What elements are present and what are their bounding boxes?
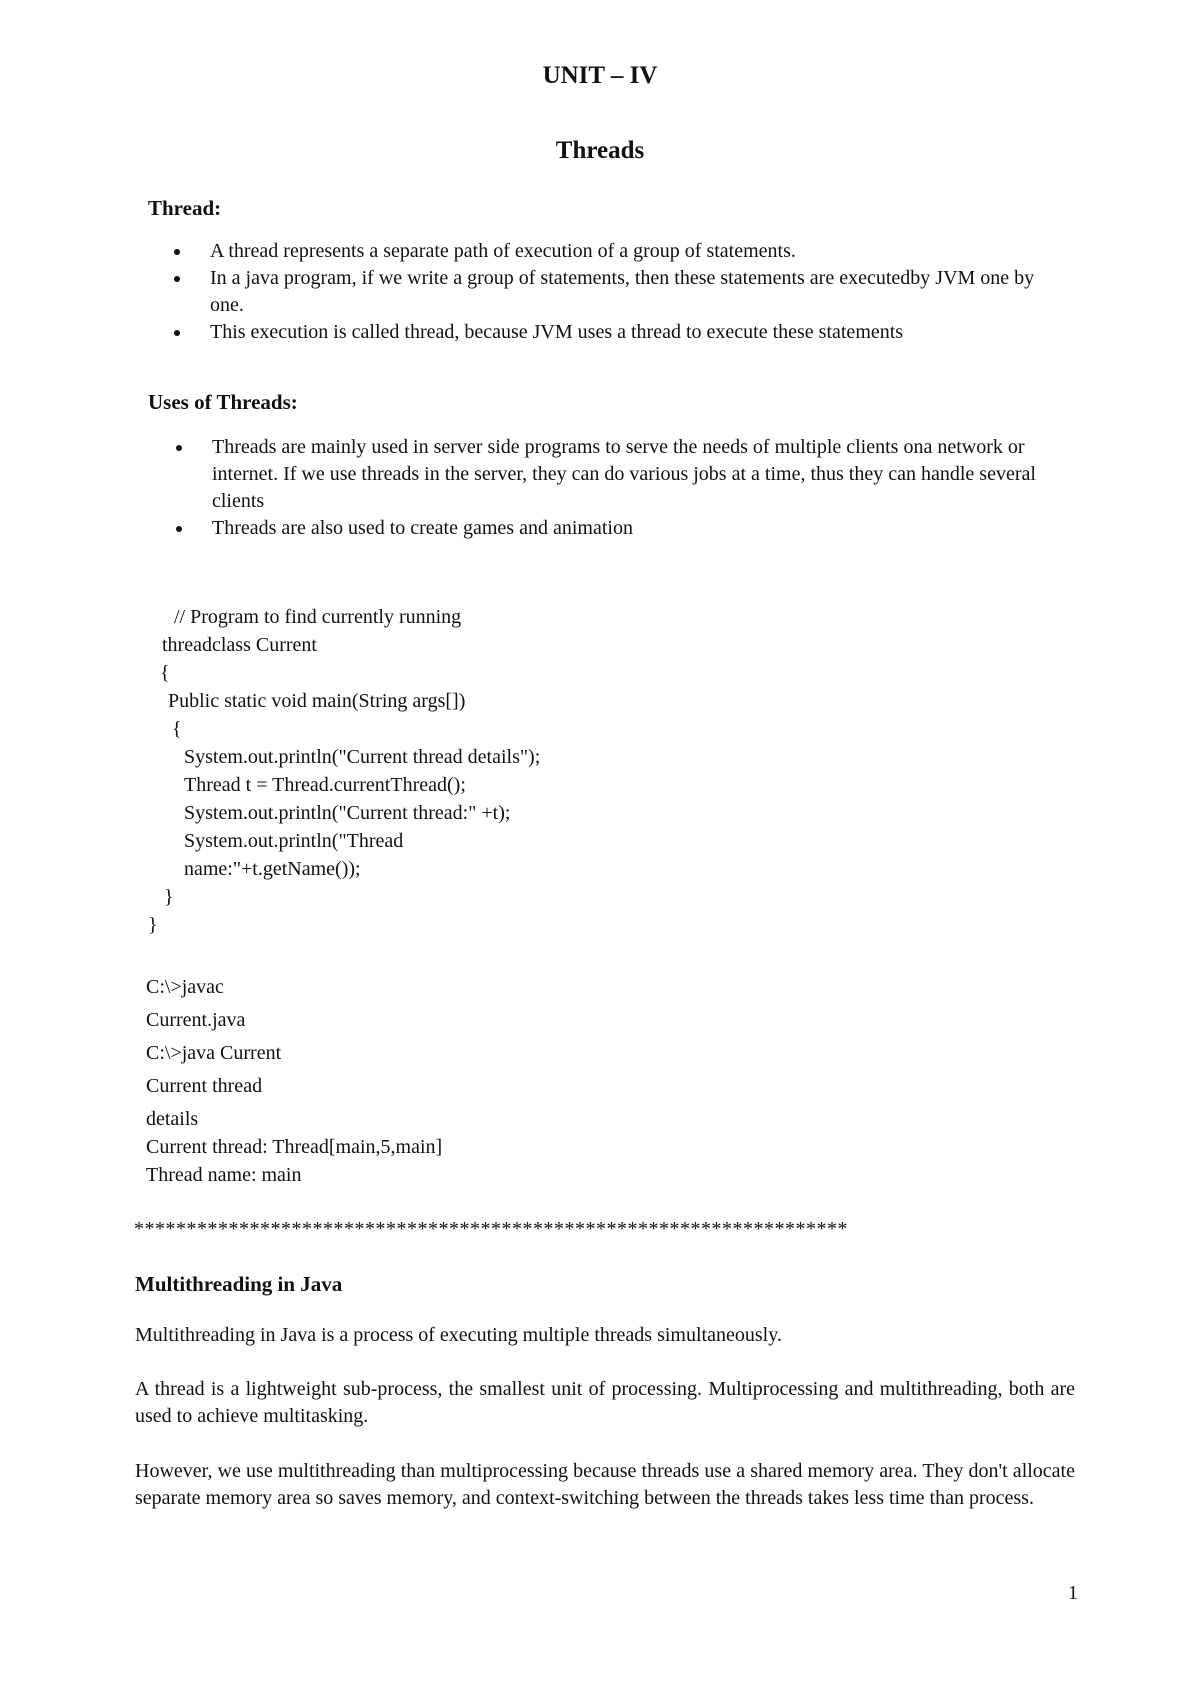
paragraph: Multithreading in Java is a process of executing multiple threads simultaneously. [135,1324,782,1346]
bullet-dot-icon [174,249,180,255]
multithreading-heading: Multithreading in Java [135,1272,343,1296]
bullet-text: A thread represents a separate path of execution of a group of statements. [210,240,796,262]
bullet-text: Threads are also used to create games and animation [212,517,633,539]
output-line: details [146,1108,199,1130]
code-line: threadclass Current [162,634,317,656]
code-line: Thread t = Thread.currentThread(); [184,774,466,796]
list-item [174,515,1074,542]
star-separator: ******************************************************************** [134,1218,848,1240]
paragraph: A thread is a lightweight sub-process, the smallest unit of processing. Multiprocessing and multithreading, both are used to achieve multitasking. [135,1378,1075,1427]
thread-heading: Thread: [148,196,222,220]
code-line: } [164,886,174,908]
bullet-dot-icon [176,445,182,451]
unit-title: UNIT – IV [542,62,658,89]
page-number: 1 [1068,1582,1078,1604]
code-line: System.out.println("Current thread details"); [184,746,541,768]
uses-bullet-list [174,434,1074,542]
code-line: Public static void main(String args[]) [168,690,466,712]
bullet-text: In a java program, if we write a group of statements, then these statements are executedby JVM one by one. [210,267,1035,316]
code-line: name:"+t.getName()); [184,858,361,880]
paragraph: However, we use multithreading than multiprocessing because threads use a shared memory area. They don't allocate separate memory area so saves memory, and context-switching between the threads takes less time than process. [135,1460,1075,1509]
code-line: { [160,662,170,684]
topic-title: Threads [555,137,645,164]
thread-bullet-list [172,238,1072,346]
output-line: C:\>java Current [146,1042,282,1064]
list-item [174,434,1074,515]
list-item [172,238,1072,265]
code-line: System.out.println("Thread [184,830,404,852]
output-line: Thread name: main [146,1164,302,1186]
uses-heading: Uses of Threads: [148,390,298,414]
code-line: // Program to find currently running [174,606,462,628]
list-item [172,319,1072,346]
bullet-dot-icon [174,276,180,282]
bullet-text: Threads are mainly used in server side programs to serve the needs of multiple clients ona network or internet. If we use threads in the server, they can do various jobs at a time, thus they can handle several clients [212,436,1036,512]
code-line: } [148,914,158,936]
output-line: Current thread [146,1075,263,1097]
bullet-dot-icon [174,330,180,336]
output-line: C:\>javac [146,976,224,998]
bullet-text: This execution is called thread, because JVM uses a thread to execute these statements [210,321,904,343]
output-line: Current thread: Thread[main,5,main] [146,1136,443,1158]
code-line: System.out.println("Current thread:" +t); [184,802,511,824]
code-line: { [172,718,182,740]
bullet-dot-icon [176,526,182,532]
list-item [172,265,1072,319]
output-line: Current.java [146,1009,246,1031]
